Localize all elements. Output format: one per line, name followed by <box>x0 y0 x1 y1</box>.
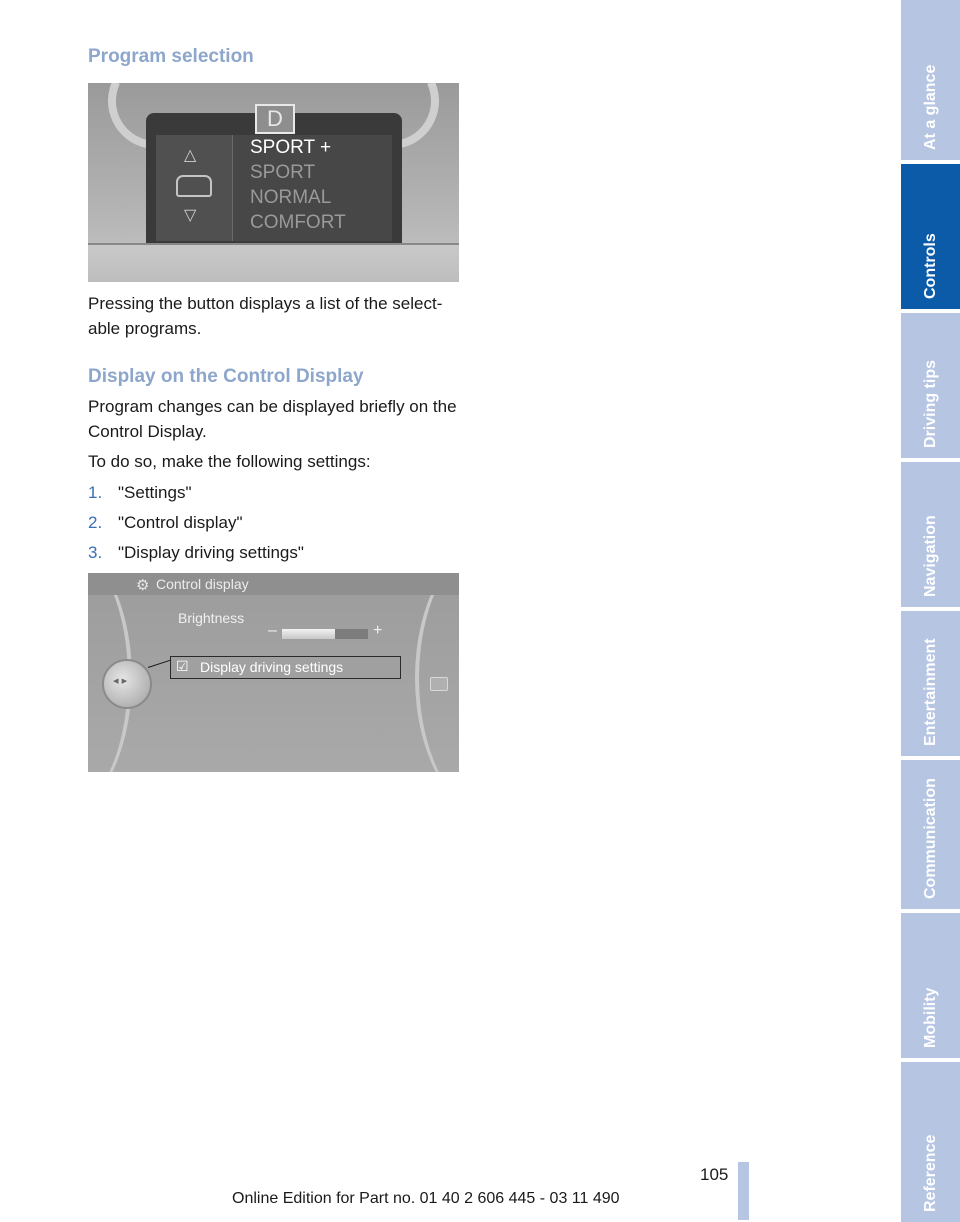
brightness-slider-fill <box>282 629 335 639</box>
program-item: SPORT <box>250 162 316 183</box>
gear-indicator: D <box>255 104 295 134</box>
step-number: 3. <box>88 543 103 562</box>
tab-label: Navigation <box>921 515 939 597</box>
tab-controls[interactable] <box>901 164 960 309</box>
brightness-label: Brightness <box>178 610 245 626</box>
arrow-down-icon: ▽ <box>184 207 197 224</box>
tab-communication[interactable] <box>901 760 960 909</box>
list-item <box>88 508 468 538</box>
section-heading-program-selection: Program selection <box>88 46 254 67</box>
step-text: "Control display" <box>118 513 243 532</box>
control-display-instruction: To do so, make the following settings: <box>88 452 371 471</box>
control-display-intro: Program changes can be displayed briefly on the Control Display. <box>88 397 457 441</box>
tab-label: Mobility <box>921 987 939 1048</box>
program-item: COMFORT <box>250 212 346 233</box>
step-number: 1. <box>88 483 103 502</box>
screen-title: Control display <box>156 576 249 592</box>
brightness-slider <box>282 629 368 639</box>
list-item <box>88 478 468 508</box>
tab-at-a-glance[interactable] <box>901 0 960 160</box>
settings-steps <box>88 478 468 568</box>
step-text: "Settings" <box>118 483 192 502</box>
tab-navigation[interactable] <box>901 462 960 607</box>
control-display-figure <box>88 573 459 772</box>
checkbox-icon: ☑ <box>176 658 189 674</box>
tab-reference[interactable] <box>901 1062 960 1222</box>
section-heading-control-display: Display on the Control Display <box>88 366 364 387</box>
right-arc <box>415 573 459 772</box>
leader-line <box>148 660 171 668</box>
cluster-bottom-trim <box>88 243 459 282</box>
program-item: NORMAL <box>250 187 332 208</box>
tab-label: Reference <box>921 1134 939 1212</box>
option-icon <box>430 677 448 691</box>
tab-label: Controls <box>921 233 939 299</box>
arrow-up-icon: △ <box>184 147 197 164</box>
brightness-minus: – <box>268 622 277 639</box>
display-driving-settings-label: Display driving settings <box>200 659 344 675</box>
instrument-cluster-figure <box>88 83 459 282</box>
program-item: SPORT + <box>250 137 332 158</box>
tab-mobility[interactable] <box>901 913 960 1058</box>
page-marker <box>738 1162 749 1220</box>
chapter-tabs <box>901 0 960 1222</box>
tab-entertainment[interactable] <box>901 611 960 756</box>
tab-label: Driving tips <box>921 359 939 448</box>
car-icon <box>176 175 212 197</box>
tab-label: At a glance <box>921 64 939 150</box>
program-list <box>250 135 346 235</box>
step-number: 2. <box>88 513 103 532</box>
program-selection-caption: Pressing the button displays a list of the select-able programs. <box>88 294 443 338</box>
footer-edition: Online Edition for Part no. 01 40 2 606 445 - 03 11 490 <box>232 1190 620 1207</box>
tab-label: Communication <box>921 778 939 899</box>
brightness-plus: + <box>373 622 383 639</box>
tab-label: Entertainment <box>921 638 939 746</box>
settings-icon: ⚙ <box>136 577 150 594</box>
step-text: "Display driving settings" <box>118 543 304 562</box>
page-number: 105 <box>700 1165 729 1184</box>
tab-driving-tips[interactable] <box>901 313 960 458</box>
list-item <box>88 538 468 568</box>
knob-arrows-icon: ◂ ▸ <box>113 675 128 687</box>
